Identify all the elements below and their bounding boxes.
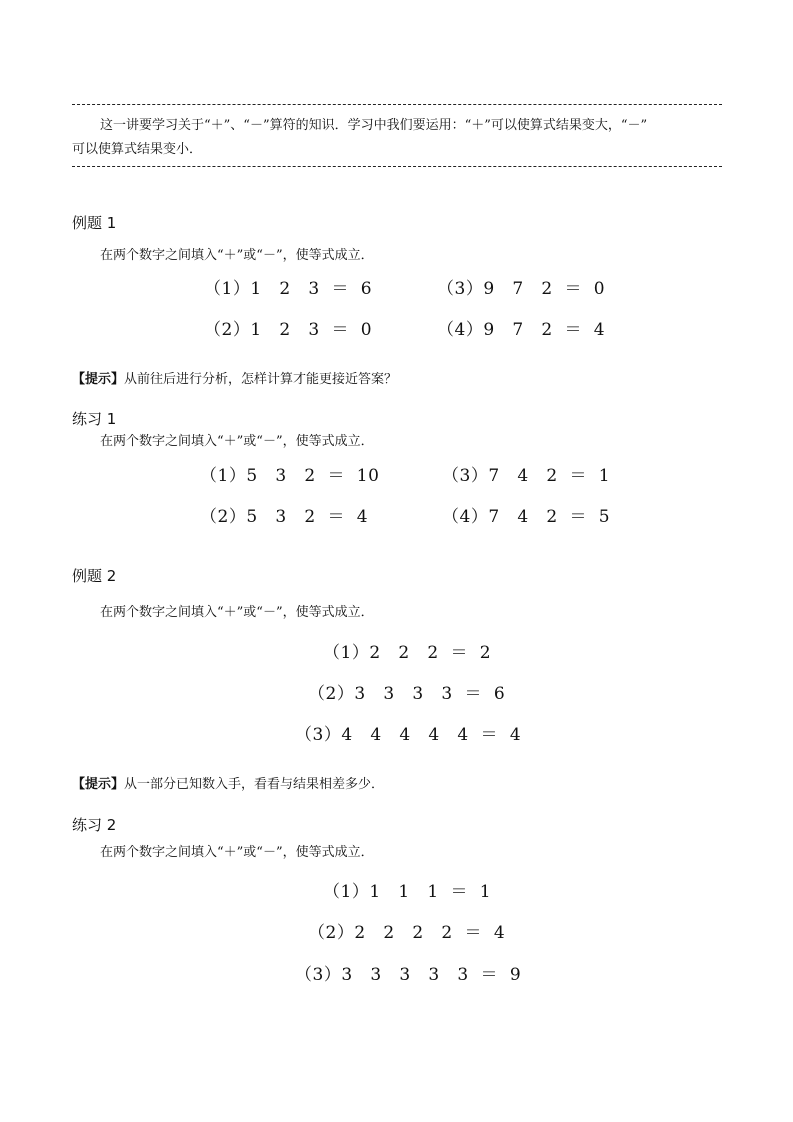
practice1-instruction: 在两个数字之间填入“＋”或“－”，使等式成立．	[100, 434, 374, 449]
example2-equation-3: （3）4 4 4 4 4 ＝ 4	[295, 725, 522, 745]
example1-equation-2: （2）1 2 3 ＝ 0	[204, 320, 373, 340]
example2-hint-text: 从一部分已知数入手，看看与结果相差多少．	[124, 777, 385, 792]
practice1-equation-2: （2）5 3 2 ＝ 4	[200, 507, 369, 527]
intro-paragraph	[72, 114, 722, 162]
top-dashed-divider	[72, 104, 722, 105]
example2-hint-label: 【提示】	[72, 777, 125, 792]
example1-equation-4: （4）9 7 2 ＝ 4	[437, 320, 606, 340]
example2-hint	[72, 773, 384, 792]
practice2-equation-2: （2）2 2 2 2 ＝ 4	[308, 923, 506, 943]
practice1-equation-3: （3）7 4 2 ＝ 1	[442, 466, 611, 486]
example1-instruction: 在两个数字之间填入“＋”或“－”，使等式成立．	[100, 248, 374, 263]
example2-instruction: 在两个数字之间填入“＋”或“－”，使等式成立．	[100, 605, 374, 620]
example1-title: 例题 1	[72, 214, 117, 232]
example1-equation-3: （3）9 7 2 ＝ 0	[437, 279, 606, 299]
example1-hint-text: 从前往后进行分析，怎样计算才能更接近答案？	[124, 372, 398, 387]
practice2-title: 练习 2	[72, 816, 117, 834]
practice2-equation-3: （3）3 3 3 3 3 ＝ 9	[295, 965, 522, 985]
example1-hint-label: 【提示】	[72, 372, 125, 387]
practice1-title: 练习 1	[72, 410, 117, 428]
example1-equation-1: （1）1 2 3 ＝ 6	[204, 279, 373, 299]
bottom-dashed-divider	[72, 166, 722, 167]
example2-equation-2: （2）3 3 3 3 ＝ 6	[308, 684, 506, 704]
example2-equation-1: （1）2 2 2 ＝ 2	[323, 643, 492, 663]
practice2-instruction: 在两个数字之间填入“＋”或“－”，使等式成立．	[100, 845, 374, 860]
practice1-equation-4: （4）7 4 2 ＝ 5	[442, 507, 611, 527]
practice1-equation-1: （1）5 3 2 ＝ 10	[200, 466, 380, 486]
intro-line-2: 可以使算式结果变小．	[72, 142, 203, 157]
example2-title: 例题 2	[72, 567, 117, 585]
example1-hint	[72, 368, 397, 387]
intro-line-1: 这一讲要学习关于“＋”、“－”算符的知识．学习中我们要运用：“＋”可以使算式结果变大，“－”	[100, 118, 648, 133]
practice2-equation-1: （1）1 1 1 ＝ 1	[323, 882, 492, 902]
